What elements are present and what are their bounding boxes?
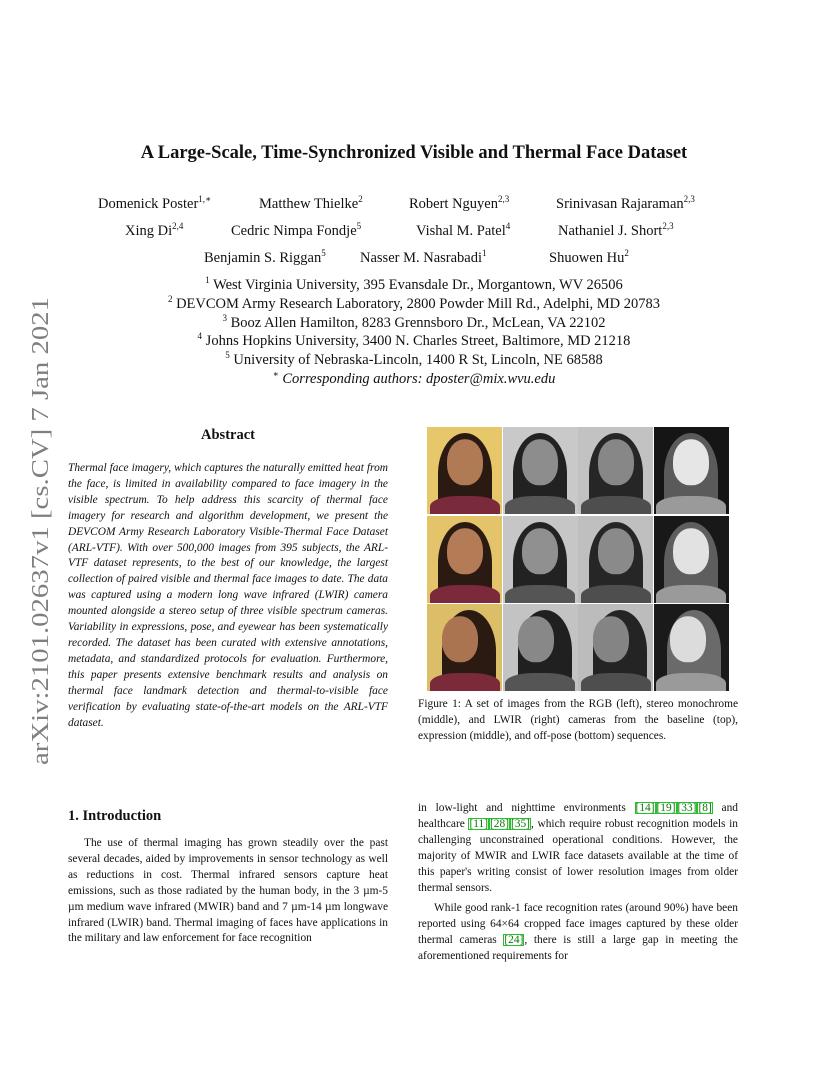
affiliation-sup: 5 (225, 350, 230, 361)
abstract-heading: Abstract (201, 427, 255, 443)
author-sup: 2,4 (172, 221, 184, 232)
author (125, 223, 183, 240)
introduction-column-right (418, 801, 738, 965)
author (549, 250, 629, 267)
figure-1-caption: Figure 1: A set of images from the RGB (left), stereo monochrome (middle), and LWIR (right) cameras from the baseline (top), expression (middle), and off-pose (bottom) sequences. (418, 698, 738, 742)
photo-mono-right-baseline (578, 427, 653, 514)
affiliation (0, 295, 828, 314)
author (416, 223, 510, 240)
author (204, 250, 326, 267)
author-name: Cedric Nimpa Fondje (231, 223, 357, 239)
affiliation-text: DEVCOM Army Research Laboratory, 2800 Powder Mill Rd., Adelphi, MD 20783 (176, 295, 661, 312)
author-name: Domenick Poster (98, 196, 199, 212)
arxiv-stamp-text: arXiv:2101.02637v1 [cs.CV] 7 Jan 2021 (28, 374, 54, 765)
corresponding-text: Corresponding authors: dposter@mix.wvu.edu (282, 370, 556, 387)
author-sup: 4 (505, 221, 511, 232)
affiliation-sup: 4 (197, 331, 203, 342)
affiliation-text: University of Nebraska-Lincoln, 1400 R St, Lincoln, NE 68588 (233, 352, 603, 369)
author (360, 250, 487, 267)
author (409, 196, 509, 213)
affiliation-sup: 2 (167, 293, 173, 304)
author-sup: 2 (358, 194, 363, 205)
author (98, 196, 211, 213)
figure-1-image-grid (427, 427, 729, 691)
photo-rgb-off-pose (427, 604, 502, 691)
section-heading-introduction: 1. Introduction (68, 808, 162, 824)
author-sup: 2 (624, 248, 629, 259)
author-name: Benjamin S. Riggan (204, 250, 322, 266)
author-sup: 2,3 (662, 221, 674, 232)
citation-link[interactable]: [28] (490, 817, 509, 830)
photo-lwir-expression (654, 516, 729, 603)
text-run: While good rank-1 face recognition rates (around 90%) have been reported using 64×64 cropped face images captured by these older thermal cameras (418, 902, 738, 947)
author-name: Shuowen Hu (549, 250, 625, 266)
author-name: Xing Di (125, 223, 173, 239)
affiliation-text: Booz Allen Hamilton, 8283 Grennsboro Dr., McLean, VA 22102 (230, 314, 606, 331)
author-name: Matthew Thielke (259, 196, 359, 212)
text-run: , there is still a large gap in meeting the aforementioned requirements for (418, 934, 738, 963)
author-sup: 2,3 (498, 194, 510, 205)
photo-mono-right-off-pose (578, 604, 653, 691)
text-run: , which require robust recognition models in challenging unconstrained operational conditions. However, the majority of MWIR and LWIR face datasets available at the time of this paper's writing consist of lower resolution images from older thermal sensors. (418, 817, 738, 894)
author-name: Robert Nguyen (409, 196, 498, 212)
citation-link[interactable]: [35] (511, 817, 530, 830)
affiliation-sup: 1 (205, 275, 210, 286)
photo-mono-left-baseline (503, 427, 578, 514)
affiliations (0, 276, 828, 389)
abstract-body: Thermal face imagery, which captures the naturally emitted heat from the face, is limited in availability compared to face imagery in the visible spectrum. To help address this scarcity of thermal face imagery for research and algorithm development, we present the DEVCOM Army Research Laboratory Visible-Thermal Face Dataset (ARL-VTF). With over 500,000 images from 395 subjects, the ARL-VTF dataset represents, to the best of our knowledge, the largest collection of paired visible and thermal face images to date. The data was captured using a modern long wave infrared (LWIR) camera mounted alongside a stereo setup of three visible spectrum cameras. Variability in expressions, pose, and eyewear has been systematically recorded. The dataset has been curated with extensive annotations, metadata, and standardized protocols for evaluation. Furthermore, this paper presents extensive benchmark results and analysis on thermal face landmark detection and thermal-to-visible face verification by evaluating state-of-the-art models on the ARL-VTF dataset. (68, 462, 388, 729)
affiliation-sup: 3 (222, 312, 228, 323)
author (556, 196, 695, 213)
text-run: and healthcare (418, 802, 738, 830)
author-sup: 2,3 (683, 194, 695, 205)
author-sup: 1,∗ (198, 194, 212, 205)
author-name: Srinivasan Rajaraman (556, 196, 684, 212)
photo-mono-left-off-pose (503, 604, 578, 691)
affiliation-text: Johns Hopkins University, 3400 N. Charles Street, Baltimore, MD 21218 (205, 333, 631, 350)
citation-link[interactable]: [14] (635, 802, 655, 814)
corresponding-author (0, 370, 828, 389)
author-sup: 5 (356, 221, 362, 232)
citation-link[interactable]: [8] (698, 802, 712, 814)
author (259, 196, 363, 213)
photo-rgb-baseline (427, 427, 502, 514)
author-name: Nasser M. Nasrabadi (360, 250, 483, 266)
author-name: Vishal M. Patel (416, 223, 506, 239)
affiliation (0, 276, 828, 295)
author (231, 223, 361, 240)
author-name: Nathaniel J. Short (558, 223, 663, 239)
photo-mono-right-expression (578, 516, 653, 603)
photo-rgb-expression (427, 516, 502, 603)
photo-lwir-baseline (654, 427, 729, 514)
text-run: in low-light and nighttime environments (418, 802, 635, 814)
citation-link[interactable]: [33] (677, 802, 697, 814)
affiliation (0, 314, 828, 333)
affiliation (0, 351, 828, 370)
author-sup: 5 (321, 248, 326, 259)
photo-mono-left-expression (503, 516, 578, 603)
citation-link[interactable]: [19] (656, 802, 676, 814)
introduction-paragraph (418, 901, 738, 965)
corresponding-sup: ∗ (272, 369, 279, 380)
paper-title: A Large-Scale, Time-Synchronized Visible and Thermal Face Dataset (140, 143, 688, 163)
introduction-paragraph (418, 801, 738, 896)
affiliation (0, 332, 828, 351)
citation-link[interactable]: [11] (469, 817, 489, 830)
affiliation-text: West Virginia University, 395 Evansdale Dr., Morgantown, WV 26506 (213, 277, 623, 293)
photo-lwir-off-pose (654, 604, 729, 691)
citation-link[interactable]: [24] (504, 934, 524, 947)
introduction-paragraph-left: The use of thermal imaging has grown steadily over the past several decades, aided by improvements in sensor technology as well as reductions in cost. Thermal infrared sensors capture heat emissions, such as those radiated by the human body, in the 3 µm-5 µm medium wave infrared (MWIR) band and 7 µm-14 µm longwave infrared (LWIR) band. Thermal imaging of faces have applications in the military and law enforcement for face recognition (68, 837, 388, 945)
author (558, 223, 674, 240)
author-sup: 1 (482, 248, 487, 259)
